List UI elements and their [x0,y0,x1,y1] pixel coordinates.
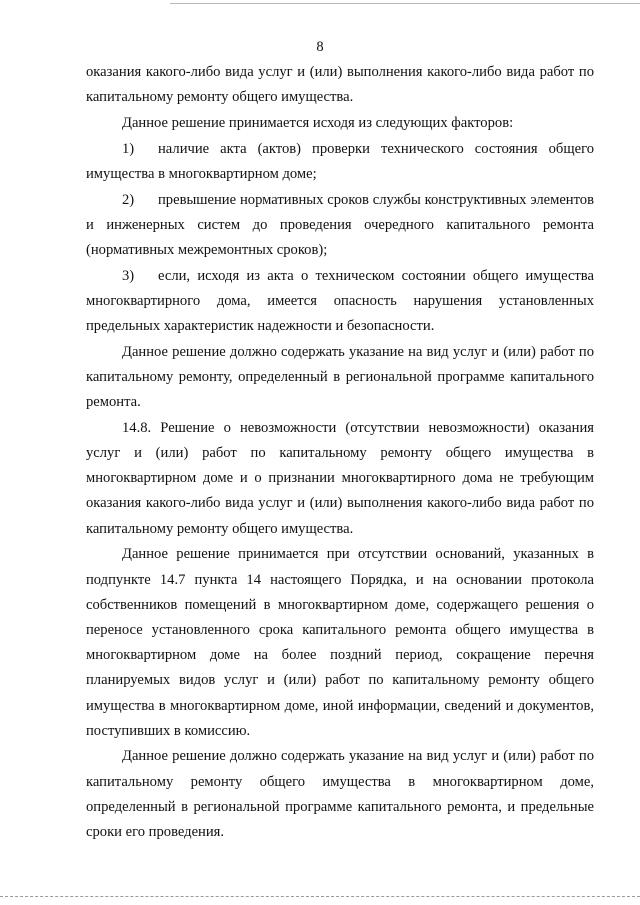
paragraph-decision-basis: Данное решение принимается при отсутствии оснований, указанных в подпункте 14.7 пункта 14 настоящего Порядка, и на основании протокола собственников помещений в многоквартирном доме, содержащего решения о переносе установленного срока капитального ремонта общего имущества в многоквартирном доме на более поздний период, сокращение перечня планируемых видов услуг и (или) работ по капитальному ремонту общего имущества в многоквартирном доме, иной информации, сведений и документов, поступивших в комиссию. [86,546,594,739]
list-item-1-text: наличие акта (актов) проверки технического состояния общего имущества в многоквартирном доме; [86,140,594,182]
list-number-3: 3) [122,267,135,284]
list-item-2 [86,188,594,264]
list-item-1 [86,137,594,187]
paragraph-14-8: 14.8. Решение о невозможности (отсутствии невозможности) оказания услуг и (или) работ по капитальному ремонту общего имущества в многоквартирном доме и о признании многоквартирного дома не требующим оказания какого-либо вида услуг и (или) выполнения какого-либо вида работ по капитальному ремонту общего имущества. [86,419,594,537]
list-item-3-text: если, исходя из акта о техническом состоянии общего имущества многоквартирного дома, имеется опасность нарушения установленных предельных характеристик надежности и безопасности. [86,267,594,335]
paragraph-continuation: оказания какого-либо вида услуг и (или) выполнения какого-либо вида работ по капитальному ремонту общего имущества. [86,64,594,106]
list-number-1: 1) [122,140,135,157]
paragraph-decision-content: Данное решение должно содержать указание на вид услуг и (или) работ по капитальному ремонту, определенный в региональной программе капитального ремонта. [86,343,594,411]
paragraph-decision-requirements: Данное решение должно содержать указание на вид услуг и (или) работ по капитальному ремонту общего имущества в многоквартирном доме, определенный в региональной программе капитального ремонта, и предельные сроки его проведения. [86,748,594,841]
document-body [86,60,594,845]
list-item-3 [86,264,594,340]
paragraph-factors-intro: Данное решение принимается исходя из следующих факторов: [122,114,514,131]
scan-edge-bottom [0,896,640,897]
scan-edge-top [170,3,640,4]
list-item-2-text: превышение нормативных сроков службы конструктивных элементов и инженерных систем до проведения очередного капитального ремонта (нормативных межремонтных сроков); [86,191,594,258]
list-number-2: 2) [122,191,135,208]
page-number: 8 [316,39,324,55]
